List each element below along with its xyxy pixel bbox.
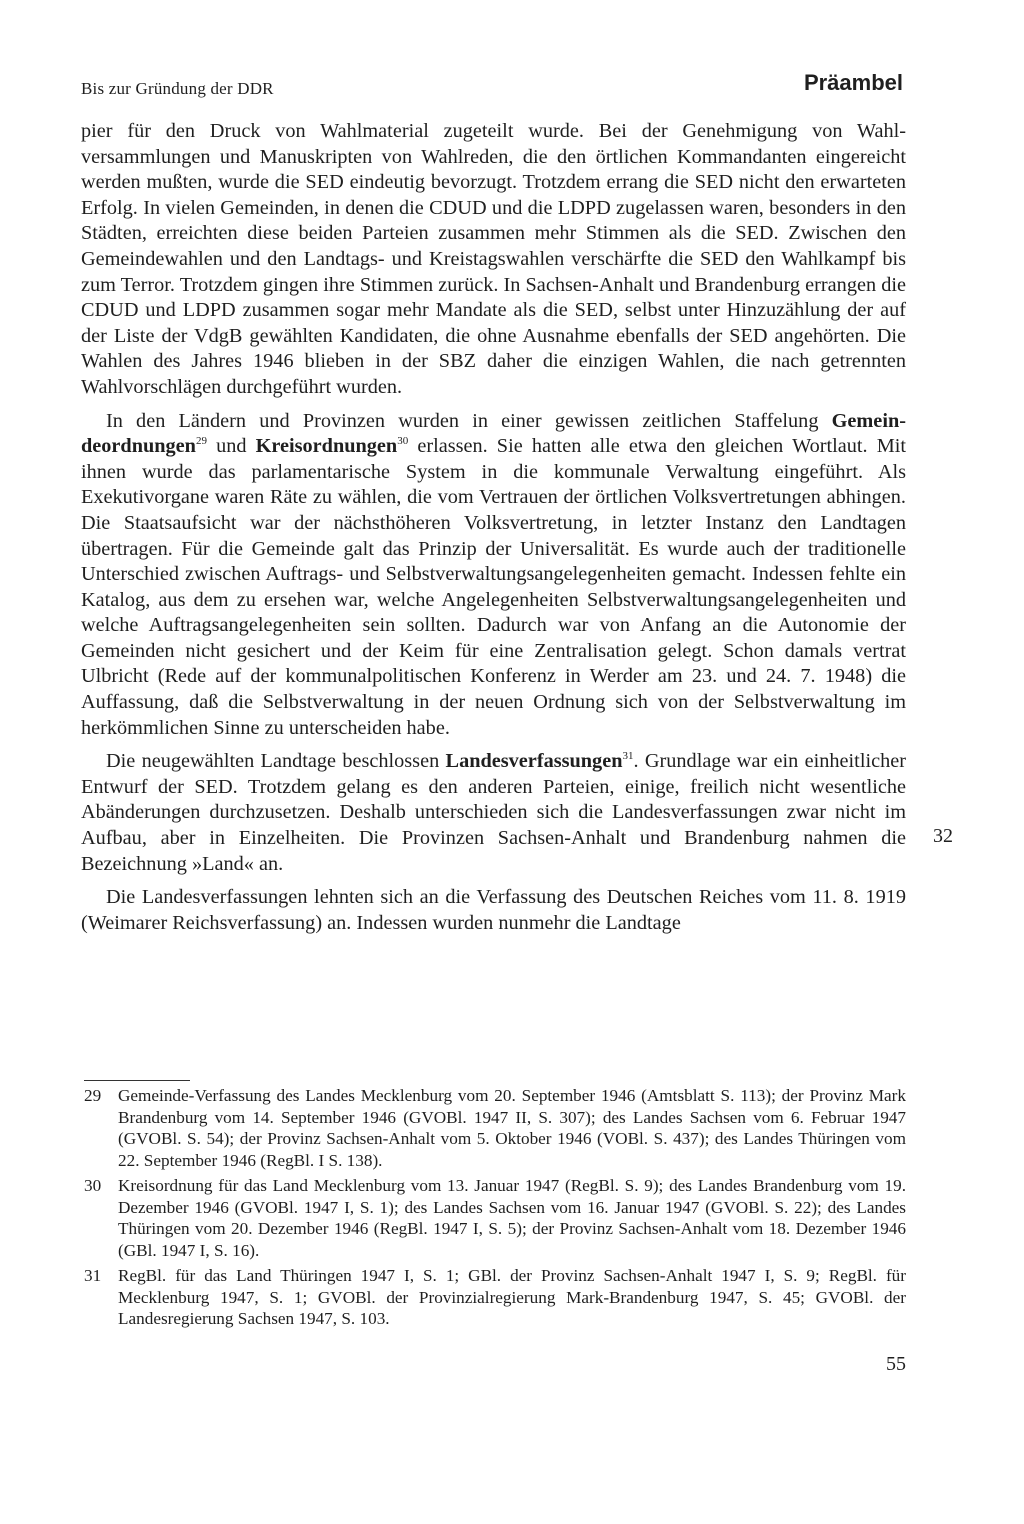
footnote-text: Gemeinde-Verfassung des Landes Mecklenburg vom 20. September 1946 (Amtsblatt S. 113); der Provinz Mark Brandenburg vom 14. September 1946 (GVOBl. 1947 II, S. 307); des Landes Sachsen vom 6. Februar 1947 (GVOBl. S. 54); der Provinz Sachsen-Anhalt vom 5. Oktober 1946 (VOBl. S. 437); des Landes Thüringen vom 22. September 1946 (RegBl. I S. 138).: [118, 1086, 906, 1170]
footnote-number: 31: [84, 1266, 102, 1285]
paragraph: [81, 409, 906, 742]
running-title: Bis zur Gründung der DDR: [81, 79, 274, 98]
footnote: [84, 1175, 906, 1261]
text-run: und: [206, 435, 256, 458]
footnote-ref[interactable]: 31: [622, 750, 634, 763]
text-run: In den Ländern und Provinzen wurden in einer gewissen zeitlichen Staffelung: [106, 409, 832, 432]
footnote-text: RegBl. für das Land Thüringen 1947 I, S. 1; GBl. der Provinz Sachsen-Anhalt 1947 I, S. 9; RegBl. für Mecklenburg 1947, S. 1; GVOBl. der Provinzialregierung Mark-Brandenburg 1947, S. 45; GVOBl. der Landesregierung Sachsen 1947, S. 103.: [118, 1266, 906, 1328]
footnote: [84, 1085, 906, 1171]
margin-number: 32: [933, 825, 953, 847]
text-run: . Grundlage war ein einheitlicher Entwurf der SED. Trotzdem gelang es den anderen Parteien, einige, freilich nicht wesentliche Abänderungen durchzusetzen. Deshalb unterschieden sich die Landesverfassungen zwar nicht im Aufbau, aber in Einzelheiten. Die Provinzen Sachsen-Anhalt und Brandenburg nahmen die Bezeichnung »Land« an.: [81, 750, 906, 875]
footnote-text: Kreisordnung für das Land Mecklenburg vom 13. Januar 1947 (RegBl. S. 9); des Landes Brandenburg vom 19. Dezember 1946 (GVOBl. 1947 I, S. 1); des Landes Sachsen vom 16. Januar 1947 (GVOBl. S. 22); des Landes Thüringen vom 20. Dezember 1946 (RegBl. 1947 I, S. 5); der Provinz Sachsen-Anhalt vom 18. Dezember 1946 (GBl. 1947 I, S. 16).: [118, 1176, 906, 1260]
text-run: Die neugewählten Landtage beschlossen: [106, 750, 446, 773]
text-run: erlassen. Sie hatten alle etwa den gleichen Wortlaut. Mit ihnen wurde das parlamentarische System in die kommunale Verwaltung eingeführt. Als Exekutivorgane waren Räte zu wählen, die vom Vertrauen der örtlichen Volksvertretungen abhingen. Die Staatsaufsicht war der nächsthöheren Volksvertretung, in letzter Instanz den Landtagen übertragen. Für die Gemeinde galt das Prinzip der Universalität. Es wurde auch der traditionelle Unterschied zwischen Auftrags- und Selbstverwaltungsangelegenheiten gemacht. Indessen fehlte ein Katalog, aus dem zu ersehen war, welche Angelegenheiten Selbstverwaltungsangelegenheiten und welche Auftragsangelegenheiten sein sollten. Dadurch war von Anfang an die Autonomie der Gemeinden nicht gesichert und der Keim für eine Zentralisation gelegt. Schon damals vertrat Ulbricht (Rede auf der kommunalpolitischen Konferenz in Werder am 23. und 24. 7. 1948) die Auffassung, daß die Selbstverwaltung in der neuen Ordnung sich von der Selbstverwaltung im herkömmlichen Sinne zu unterscheiden habe.: [81, 435, 906, 739]
footnote-number: 30: [84, 1176, 102, 1195]
footnote: [84, 1265, 906, 1330]
footnote-ref[interactable]: 29: [195, 435, 207, 448]
bold-term: Gemeindeordnungen: [81, 409, 906, 458]
footnote-number: 29: [84, 1086, 102, 1105]
footnote-divider: [84, 1080, 190, 1081]
bold-term: Kreisordnungen: [255, 435, 398, 458]
bold-term: Landesverfassungen: [445, 750, 623, 773]
paragraph: [81, 749, 906, 877]
main-text: [81, 119, 906, 936]
paragraph: pier für den Druck von Wahlmaterial zugeteilt wurde. Bei der Genehmigung von Wahlversammlungen und Manuskripten von Wahlreden, die den örtlichen Kommandanten eingereicht werden mußten, wurde die SED eindeutig bevorzugt. Trotzdem errang die SED nicht den erwarteten Erfolg. In vielen Gemeinden, in denen die CDUD und die LDPD zugelassen waren, besonders in den Städten, erreichten diese beiden Parteien zusammen mehr Stimmen als die SED. Zwischen den Gemeindewahlen und den Landtags- und Kreistagswahlen verschärfte die SED den Wahlkampf bis zum Terror. Trotzdem gingen ihre Stimmen zurück. In Sachsen-Anhalt und Brandenburg errangen die CDUD und LDPD zusammen sogar mehr Mandate als die SED, selbst unter Hinzuzählung der auf der Liste der VdgB gewählten Kandidaten, die ohne Ausnahme ebenfalls der SED angehörten. Die Wahlen des Jahres 1946 blieben in der SBZ daher die einzigen Wahlen, die nach getrennten Wahlvorschlägen durchgeführt wurden.: [81, 120, 906, 398]
paragraph: Die Landesverfassungen lehnten sich an die Verfassung des Deutschen Reiches vom 11. 8. 1919 (Weimarer Reichsverfassung) an. Indessen wurden nunmehr die Landtage: [81, 886, 906, 934]
section-heading: Präambel: [803, 70, 903, 95]
footnotes: [84, 1085, 906, 1334]
footnote-ref[interactable]: 30: [397, 435, 409, 448]
page-number: 55: [886, 1353, 906, 1375]
